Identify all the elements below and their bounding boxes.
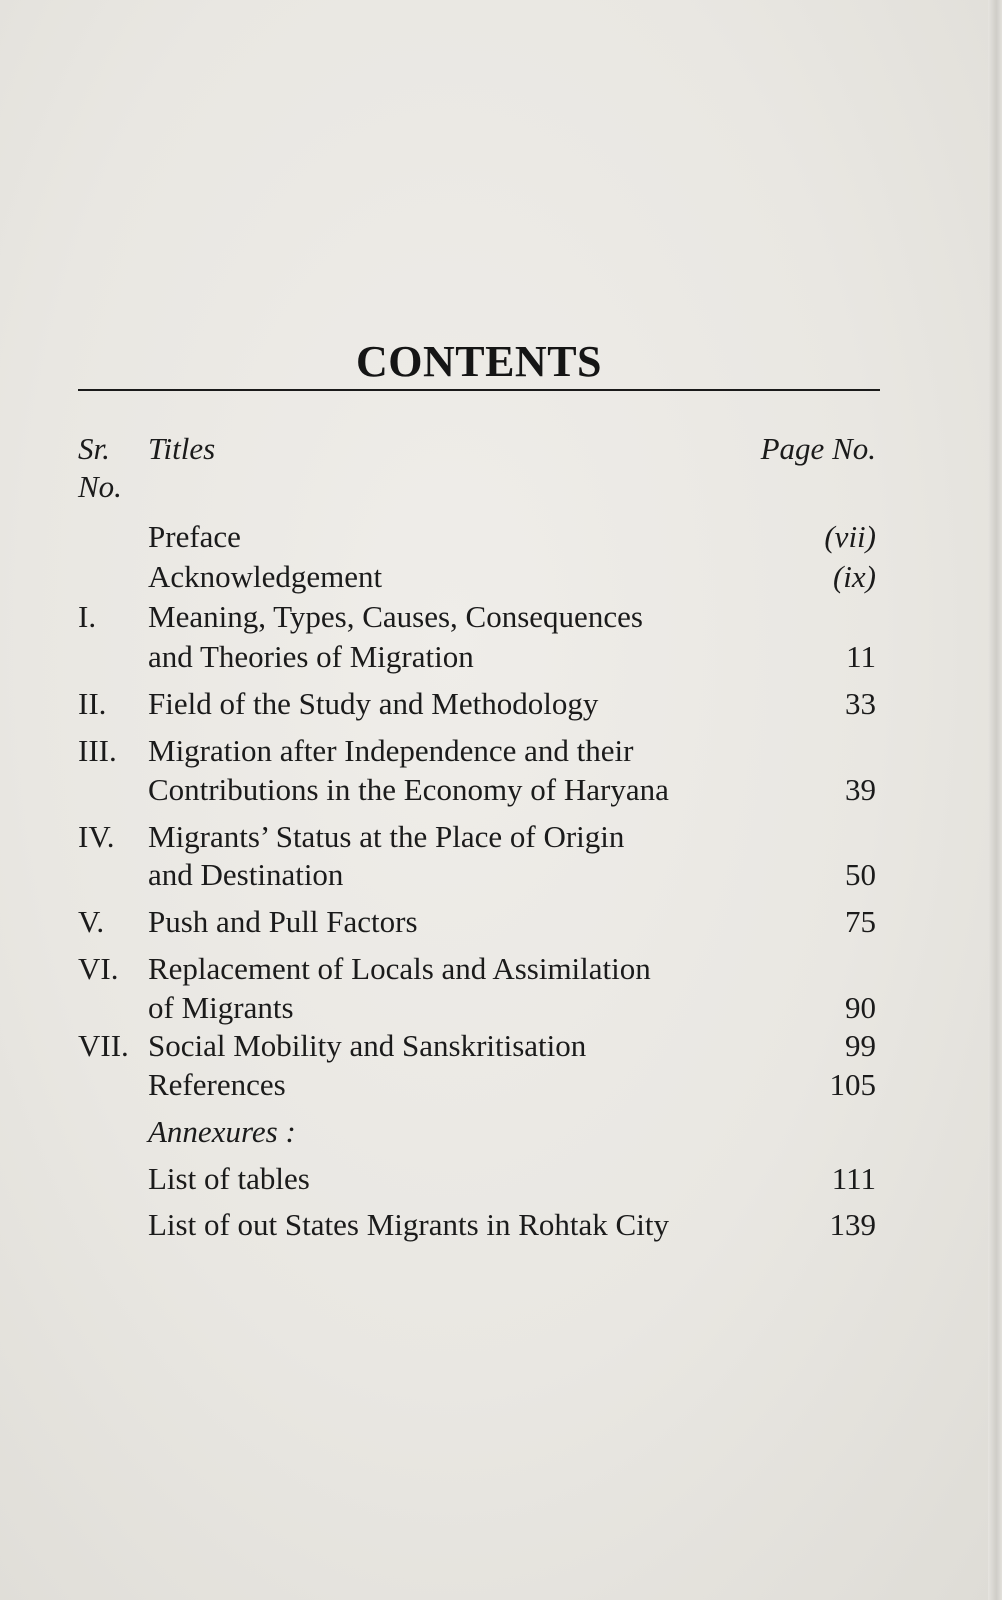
entry-page: 11 [846,639,876,674]
toc-entry-references[interactable] [0,1065,1002,1105]
entry-number: IV. [78,819,115,854]
page-title: CONTENTS [355,337,603,386]
entry-title-line2: and Destination [148,857,344,892]
entry-title-line1: Migrants’ Status at the Place of Origin [148,819,625,854]
toc-entry-list-of-tables[interactable] [0,1159,1002,1199]
entry-number: VII. [78,1028,129,1063]
entry-page: 75 [845,904,876,939]
entry-title-line1: Meaning, Types, Causes, Consequences [148,599,643,634]
toc-entry-chapter-3-cont[interactable] [0,770,1002,810]
column-header-row [0,429,1002,469]
entry-number: I. [78,599,97,634]
toc-entry-migrants-list[interactable] [0,1205,1002,1245]
entry-page: 105 [829,1067,876,1102]
column-header-row-2 [0,467,1002,507]
entry-number: V. [78,904,105,939]
entry-title: Push and Pull Factors [148,904,418,939]
entry-title: Field of the Study and Methodology [148,686,599,721]
entry-title: Social Mobility and Sanskritisation [148,1028,587,1063]
entry-title: Preface [148,519,241,554]
entry-number: III. [78,733,117,768]
toc-entry-chapter-2[interactable] [0,684,1002,724]
toc-entry-chapter-1[interactable] [0,597,1002,637]
entry-page: (vii) [824,519,876,554]
entry-title-line1: Migration after Independence and their [148,733,634,768]
page-no-header: Page No. [760,431,876,466]
entry-title: List of tables [148,1161,310,1196]
entry-title: Acknowledgement [148,559,383,594]
entry-title-line2: Contributions in the Economy of Haryana [148,772,669,807]
entry-page: 90 [845,990,876,1025]
annexures-label: Annexures : [148,1114,296,1149]
entry-page: 139 [829,1207,876,1242]
entry-page: 39 [845,772,876,807]
annexures-heading [0,1112,1002,1152]
entry-title-line2: of Migrants [148,990,294,1025]
toc-entry-chapter-4[interactable] [0,817,1002,857]
toc-entry-chapter-4-cont[interactable] [0,855,1002,895]
toc-entry-chapter-3[interactable] [0,731,1002,771]
toc-entry-chapter-1-cont[interactable] [0,637,1002,677]
entry-page: 50 [845,857,876,892]
sr-no-header: Sr. [78,431,110,466]
sr-no-header-line2: No. [78,469,122,504]
entry-page: 99 [845,1028,876,1063]
entry-number: II. [78,686,107,721]
toc-entry-chapter-6-cont[interactable] [0,988,1002,1028]
entry-page: (ix) [832,559,876,594]
entry-title: List of out States Migrants in Rohtak City [148,1207,669,1242]
title-rule [78,389,880,391]
toc-entry-chapter-6[interactable] [0,949,1002,989]
entry-page: 111 [831,1161,876,1196]
titles-header: Titles [148,431,216,466]
toc-entry-acknowledgement[interactable] [0,557,1002,597]
entry-title: References [148,1067,286,1102]
entry-title-line2: and Theories of Migration [148,639,474,674]
toc-entry-preface[interactable] [0,517,1002,557]
entry-title-line1: Replacement of Locals and Assimilation [148,951,651,986]
entry-page: 33 [845,686,876,721]
toc-entry-chapter-7[interactable] [0,1026,1002,1066]
toc-entry-chapter-5[interactable] [0,902,1002,942]
entry-number: VI. [78,951,119,986]
